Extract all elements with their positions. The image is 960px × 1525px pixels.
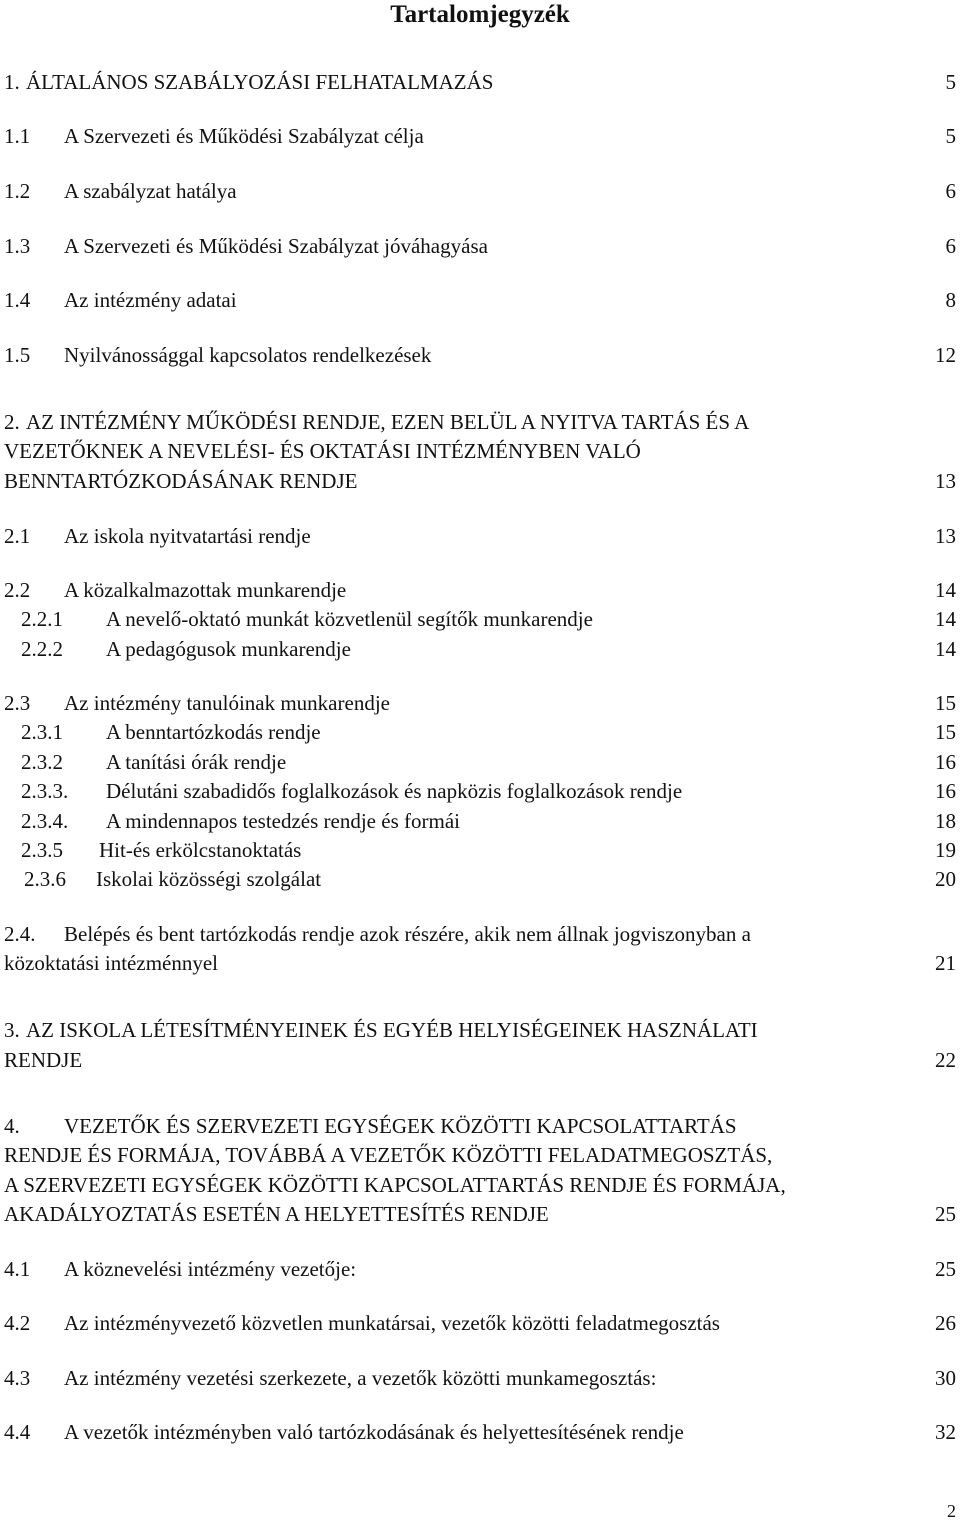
toc-entry-page: 6 <box>945 179 956 203</box>
toc-entry-text-continued: VEZETŐKNEK A NEVELÉSI- ÉS OKTATÁSI INTÉZMÉNYBEN VALÓ <box>4 439 641 463</box>
toc-entry-text: A vezetők intézményben való tartózkodásának és helyettesítésének rendje <box>64 1420 684 1444</box>
toc-entry-page: 8 <box>945 288 956 312</box>
toc-entry-text-continued: AKADÁLYOZTATÁS ESETÉN A HELYETTESÍTÉS RENDJE <box>4 1202 549 1226</box>
toc-entry-number: 4.3 <box>4 1366 31 1390</box>
toc-entry-number: 2.2.1 <box>21 607 63 631</box>
page-title: Tartalomjegyzék <box>390 1 570 28</box>
toc-entry-text: A benntartózkodás rendje <box>106 720 321 744</box>
toc-entry-number: 1.3 <box>4 234 31 258</box>
toc-entry-page: 22 <box>935 1048 956 1072</box>
toc-entry-number: 2. <box>4 410 20 434</box>
toc-entry-text-continued: közoktatási intézménnyel <box>4 951 219 975</box>
toc-entry-number: 1.1 <box>4 124 31 148</box>
toc-entry-page: 13 <box>935 524 956 548</box>
toc-entry-page: 14 <box>935 637 956 661</box>
toc-entry-text: Iskolai közösségi szolgálat <box>96 867 322 891</box>
toc-entry-text: A mindennapos testedzés rendje és formái <box>106 809 460 833</box>
toc-entry-page: 16 <box>935 779 956 803</box>
toc-entry-number: 2.2.2 <box>21 637 63 661</box>
toc-entry-text: A pedagógusok munkarendje <box>106 637 351 661</box>
toc-entry-text: Az intézményvezető közvetlen munkatársai, vezetők közötti feladatmegosztás <box>64 1311 720 1335</box>
toc-entry-page: 32 <box>935 1420 956 1444</box>
toc-entry-text-continued: RENDJE ÉS FORMÁJA, TOVÁBBÁ A VEZETŐK KÖZÖTTI FELADATMEGOSZTÁS, <box>4 1143 773 1167</box>
toc-entry-number: 1.5 <box>4 343 31 367</box>
toc-entry-text: Nyilvánossággal kapcsolatos rendelkezések <box>64 343 432 367</box>
toc-entry-text: Az intézmény tanulóinak munkarendje <box>64 691 390 715</box>
toc-entry-text: Az intézmény adatai <box>64 288 237 312</box>
toc-entry-page: 5 <box>945 124 956 148</box>
toc-entry-text: AZ ISKOLA LÉTESÍTMÉNYEINEK ÉS EGYÉB HELYISÉGEINEK HASZNÁLATI <box>26 1018 758 1042</box>
toc-entry-text: VEZETŐK ÉS SZERVEZETI EGYSÉGEK KÖZÖTTI KAPCSOLATTARTÁS <box>64 1114 737 1138</box>
toc-entry-number: 2.4. <box>4 922 36 946</box>
toc-entry-number: 2.3.5 <box>21 838 63 862</box>
toc-entry-text: A köznevelési intézmény vezetője: <box>64 1257 357 1281</box>
toc-entry-text: A tanítási órák rendje <box>106 750 287 774</box>
toc-entry-number: 2.3.6 <box>24 867 66 891</box>
toc-entry-number: 2.3.4. <box>21 809 69 833</box>
toc-entry-number: 4.2 <box>4 1311 31 1335</box>
toc-entry-number: 4.4 <box>4 1420 31 1444</box>
toc-entry-number: 2.3.1 <box>21 720 63 744</box>
toc-entry-page: 14 <box>935 578 956 602</box>
toc-entry-text: Hit-és erkölcstanoktatás <box>99 838 302 862</box>
toc-entry-page: 13 <box>935 469 956 493</box>
toc-entry-page: 19 <box>935 838 956 862</box>
toc-entry-page: 5 <box>945 70 956 94</box>
toc-entry-number: 4.1 <box>4 1257 31 1281</box>
toc-entry-number: 2.3.3. <box>21 779 69 803</box>
toc-entry-text: AZ INTÉZMÉNY MŰKÖDÉSI RENDJE, EZEN BELÜL A NYITVA TARTÁS ÉS A <box>26 410 750 434</box>
toc-entry-page: 30 <box>935 1366 956 1390</box>
toc-entry-page: 14 <box>935 607 956 631</box>
toc-entry-number: 2.1 <box>4 524 31 548</box>
toc-entry-page: 15 <box>935 691 956 715</box>
toc-entry-text-continued: A SZERVEZETI EGYSÉGEK KÖZÖTTI KAPCSOLATTARTÁS RENDJE ÉS FORMÁJA, <box>4 1173 786 1197</box>
toc-entry-text: Az intézmény vezetési szerkezete, a vezetők közötti munkamegosztás: <box>64 1366 657 1390</box>
toc-entry-page: 12 <box>935 343 956 367</box>
toc-entry-number: 1.2 <box>4 179 31 203</box>
toc-entry-number: 2.3 <box>4 691 31 715</box>
toc-entry-text-continued: BENNTARTÓZKODÁSÁNAK RENDJE <box>4 469 358 493</box>
toc-entry-text: Belépés és bent tartózkodás rendje azok részére, akik nem állnak jogviszonyban a <box>64 922 751 946</box>
toc-entry-number: 3. <box>4 1018 20 1042</box>
toc-entry-text: Az iskola nyitvatartási rendje <box>64 524 311 548</box>
toc-entry-page: 15 <box>935 720 956 744</box>
toc-entry-page: 26 <box>935 1311 956 1335</box>
toc-entry-number: 2.2 <box>4 578 31 602</box>
toc-entry-text: A közalkalmazottak munkarendje <box>64 578 347 602</box>
toc-entry-page: 16 <box>935 750 956 774</box>
toc-entry-number: 1. <box>4 70 20 94</box>
toc-entry-page: 18 <box>935 809 956 833</box>
toc-entry-page: 6 <box>945 234 956 258</box>
page-number: 2 <box>947 1501 956 1521</box>
toc-entry-text: A Szervezeti és Működési Szabályzat célja <box>64 124 424 148</box>
toc-entry-page: 20 <box>935 867 956 891</box>
toc-entry-number: 1.4 <box>4 288 31 312</box>
toc-entry-page: 25 <box>935 1257 956 1281</box>
toc-entry-text: Délutáni szabadidős foglalkozások és napközis foglalkozások rendje <box>106 779 683 803</box>
toc-entry-page: 21 <box>935 951 956 975</box>
toc-entry-text: ÁLTALÁNOS SZABÁLYOZÁSI FELHATALMAZÁS <box>26 70 494 94</box>
toc-entry-text: A Szervezeti és Működési Szabályzat jóváhagyása <box>64 234 488 258</box>
toc-entry-page: 25 <box>935 1202 956 1226</box>
toc-entry-text: A nevelő-oktató munkát közvetlenül segítők munkarendje <box>106 607 593 631</box>
toc-entry-text-continued: RENDJE <box>4 1048 83 1072</box>
toc-entry-text: A szabályzat hatálya <box>64 179 237 203</box>
toc-entry-number: 4. <box>4 1114 20 1138</box>
toc-entry-number: 2.3.2 <box>21 750 63 774</box>
